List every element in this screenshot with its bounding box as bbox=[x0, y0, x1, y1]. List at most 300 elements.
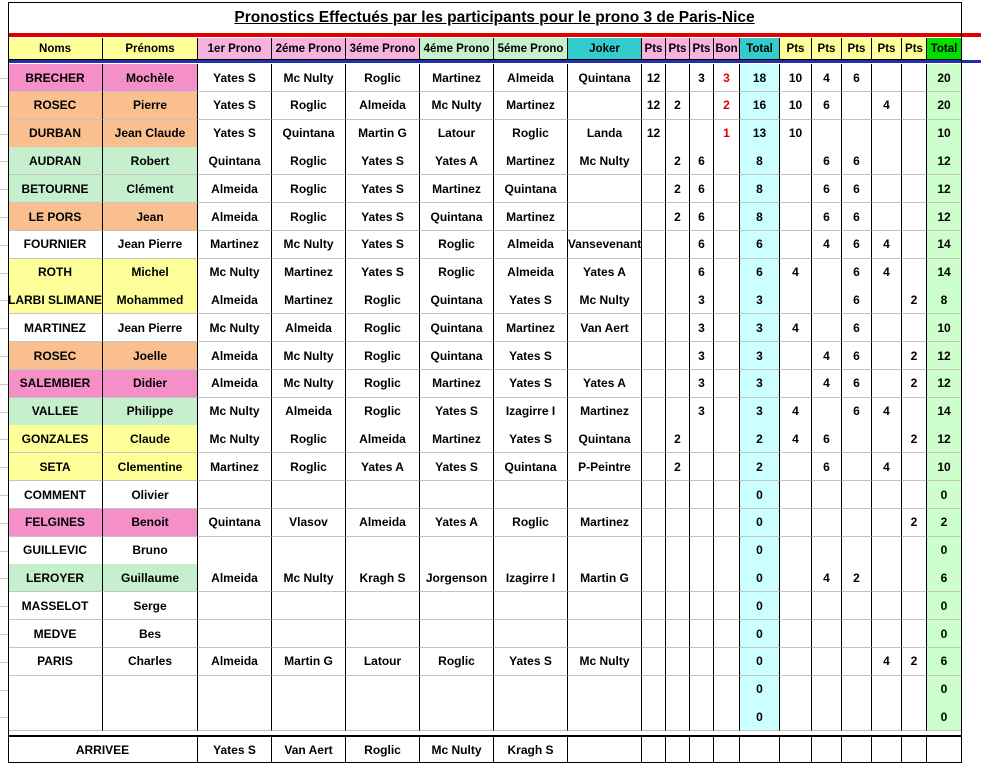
cell-bonus[interactable] bbox=[714, 231, 740, 259]
arrivee-empty-cell[interactable] bbox=[902, 735, 927, 763]
cell-prono-4[interactable]: Roglic bbox=[420, 231, 494, 259]
cell-extra-pts-1[interactable]: 4 bbox=[780, 259, 812, 287]
cell-bonus[interactable] bbox=[714, 147, 740, 175]
col-header-prono-4[interactable]: 4éme Prono bbox=[420, 38, 494, 60]
cell-prono-1[interactable]: Yates S bbox=[198, 64, 272, 92]
cell-prenom[interactable]: Jean Pierre bbox=[103, 231, 198, 259]
cell-extra-pts-4[interactable] bbox=[872, 620, 902, 648]
cell-pts-3[interactable] bbox=[690, 564, 714, 592]
cell-pts-2[interactable] bbox=[666, 676, 690, 704]
cell-joker[interactable] bbox=[568, 703, 642, 731]
cell-prono-1[interactable]: Mc Nulty bbox=[198, 259, 272, 287]
cell-extra-pts-1[interactable]: 4 bbox=[780, 425, 812, 453]
cell-prono-5[interactable]: Martinez bbox=[494, 314, 568, 342]
cell-extra-pts-3[interactable]: 6 bbox=[842, 231, 872, 259]
cell-extra-pts-3[interactable]: 6 bbox=[842, 398, 872, 426]
cell-joker[interactable]: Vansevenant bbox=[568, 231, 642, 259]
cell-prono-5[interactable]: Martinez bbox=[494, 203, 568, 231]
cell-nom[interactable]: BETOURNE bbox=[8, 175, 103, 203]
cell-prono-4[interactable] bbox=[420, 592, 494, 620]
cell-grand-total[interactable]: 10 bbox=[927, 120, 962, 148]
cell-prono-1[interactable]: Martinez bbox=[198, 453, 272, 481]
cell-joker[interactable] bbox=[568, 592, 642, 620]
col-header-prono-1[interactable]: 1er Prono bbox=[198, 38, 272, 60]
cell-prono-2[interactable]: Mc Nulty bbox=[272, 342, 346, 370]
cell-extra-pts-3[interactable] bbox=[842, 425, 872, 453]
cell-extra-pts-1[interactable] bbox=[780, 537, 812, 565]
cell-pts-3[interactable]: 6 bbox=[690, 147, 714, 175]
cell-extra-pts-4[interactable] bbox=[872, 537, 902, 565]
cell-prono-2[interactable]: Roglic bbox=[272, 92, 346, 120]
cell-pts-2[interactable] bbox=[666, 537, 690, 565]
cell-pts-2[interactable] bbox=[666, 286, 690, 314]
cell-extra-pts-1[interactable] bbox=[780, 592, 812, 620]
cell-grand-total[interactable]: 0 bbox=[927, 537, 962, 565]
cell-pts-2[interactable] bbox=[666, 64, 690, 92]
cell-extra-pts-2[interactable]: 6 bbox=[812, 175, 842, 203]
cell-prono-5[interactable] bbox=[494, 703, 568, 731]
cell-total[interactable]: 6 bbox=[740, 259, 780, 287]
cell-bonus[interactable] bbox=[714, 203, 740, 231]
cell-bonus[interactable] bbox=[714, 537, 740, 565]
cell-prenom[interactable] bbox=[103, 676, 198, 704]
cell-nom[interactable]: MARTINEZ bbox=[8, 314, 103, 342]
cell-pts-3[interactable] bbox=[690, 453, 714, 481]
cell-extra-pts-4[interactable] bbox=[872, 481, 902, 509]
cell-joker[interactable]: Landa bbox=[568, 120, 642, 148]
cell-pts-2[interactable] bbox=[666, 120, 690, 148]
cell-extra-pts-2[interactable] bbox=[812, 481, 842, 509]
cell-pts-1[interactable] bbox=[642, 203, 666, 231]
cell-extra-pts-1[interactable] bbox=[780, 648, 812, 676]
cell-extra-pts-5[interactable] bbox=[902, 120, 927, 148]
cell-total[interactable]: 16 bbox=[740, 92, 780, 120]
cell-prono-3[interactable] bbox=[346, 537, 420, 565]
cell-extra-pts-5[interactable]: 2 bbox=[902, 648, 927, 676]
cell-pts-3[interactable]: 6 bbox=[690, 203, 714, 231]
cell-nom[interactable]: ROSEC bbox=[8, 342, 103, 370]
cell-prenom[interactable]: Michel bbox=[103, 259, 198, 287]
cell-nom[interactable]: ROSEC bbox=[8, 92, 103, 120]
cell-extra-pts-3[interactable]: 6 bbox=[842, 286, 872, 314]
cell-prenom[interactable]: Didier bbox=[103, 370, 198, 398]
cell-prenom[interactable]: Joelle bbox=[103, 342, 198, 370]
col-header-extra-pts-2[interactable]: Pts bbox=[812, 38, 842, 60]
cell-extra-pts-3[interactable]: 6 bbox=[842, 203, 872, 231]
cell-extra-pts-2[interactable] bbox=[812, 703, 842, 731]
cell-extra-pts-2[interactable]: 4 bbox=[812, 342, 842, 370]
cell-pts-2[interactable] bbox=[666, 259, 690, 287]
cell-prono-1[interactable]: Almeida bbox=[198, 175, 272, 203]
cell-pts-3[interactable]: 6 bbox=[690, 259, 714, 287]
cell-prono-4[interactable]: Latour bbox=[420, 120, 494, 148]
cell-prono-2[interactable] bbox=[272, 676, 346, 704]
cell-extra-pts-4[interactable] bbox=[872, 370, 902, 398]
cell-extra-pts-5[interactable]: 2 bbox=[902, 370, 927, 398]
cell-extra-pts-3[interactable]: 6 bbox=[842, 342, 872, 370]
cell-prenom[interactable]: Jean bbox=[103, 203, 198, 231]
cell-prono-5[interactable]: Almeida bbox=[494, 259, 568, 287]
cell-extra-pts-2[interactable] bbox=[812, 259, 842, 287]
cell-extra-pts-5[interactable] bbox=[902, 564, 927, 592]
cell-prono-3[interactable]: Roglic bbox=[346, 342, 420, 370]
cell-extra-pts-5[interactable] bbox=[902, 147, 927, 175]
cell-prono-5[interactable]: Yates S bbox=[494, 648, 568, 676]
cell-joker[interactable]: Quintana bbox=[568, 425, 642, 453]
cell-prono-4[interactable]: Roglic bbox=[420, 259, 494, 287]
cell-bonus[interactable] bbox=[714, 425, 740, 453]
cell-grand-total[interactable]: 12 bbox=[927, 203, 962, 231]
cell-grand-total[interactable]: 10 bbox=[927, 314, 962, 342]
cell-total[interactable]: 0 bbox=[740, 509, 780, 537]
cell-total[interactable]: 0 bbox=[740, 481, 780, 509]
cell-extra-pts-4[interactable]: 4 bbox=[872, 398, 902, 426]
cell-extra-pts-3[interactable] bbox=[842, 509, 872, 537]
cell-nom[interactable]: MASSELOT bbox=[8, 592, 103, 620]
cell-prono-4[interactable]: Martinez bbox=[420, 175, 494, 203]
cell-pts-1[interactable] bbox=[642, 537, 666, 565]
cell-prenom[interactable]: Mohammed bbox=[103, 286, 198, 314]
col-header-pts-1[interactable]: Pts bbox=[642, 38, 666, 60]
cell-prono-2[interactable] bbox=[272, 537, 346, 565]
cell-pts-2[interactable] bbox=[666, 342, 690, 370]
cell-prono-2[interactable]: Vlasov bbox=[272, 509, 346, 537]
cell-pts-3[interactable]: 3 bbox=[690, 314, 714, 342]
col-header-extra-pts-3[interactable]: Pts bbox=[842, 38, 872, 60]
cell-prono-4[interactable]: Yates S bbox=[420, 453, 494, 481]
cell-pts-1[interactable] bbox=[642, 286, 666, 314]
cell-prono-1[interactable]: Mc Nulty bbox=[198, 425, 272, 453]
cell-prono-2[interactable]: Roglic bbox=[272, 147, 346, 175]
cell-joker[interactable] bbox=[568, 342, 642, 370]
cell-extra-pts-3[interactable]: 2 bbox=[842, 564, 872, 592]
cell-grand-total[interactable]: 14 bbox=[927, 398, 962, 426]
cell-prono-2[interactable]: Almeida bbox=[272, 314, 346, 342]
cell-prono-3[interactable]: Yates S bbox=[346, 203, 420, 231]
cell-joker[interactable]: Mc Nulty bbox=[568, 648, 642, 676]
cell-bonus[interactable] bbox=[714, 592, 740, 620]
cell-extra-pts-4[interactable] bbox=[872, 286, 902, 314]
cell-prenom[interactable]: Philippe bbox=[103, 398, 198, 426]
cell-joker[interactable] bbox=[568, 175, 642, 203]
cell-pts-2[interactable] bbox=[666, 231, 690, 259]
cell-extra-pts-2[interactable] bbox=[812, 120, 842, 148]
cell-prono-1[interactable]: Almeida bbox=[198, 203, 272, 231]
cell-total[interactable]: 3 bbox=[740, 314, 780, 342]
cell-pts-2[interactable] bbox=[666, 620, 690, 648]
cell-prono-3[interactable]: Yates S bbox=[346, 259, 420, 287]
cell-pts-2[interactable] bbox=[666, 481, 690, 509]
cell-prono-4[interactable] bbox=[420, 537, 494, 565]
cell-total[interactable]: 0 bbox=[740, 564, 780, 592]
cell-extra-pts-5[interactable]: 2 bbox=[902, 509, 927, 537]
cell-extra-pts-1[interactable] bbox=[780, 564, 812, 592]
cell-nom[interactable]: FOURNIER bbox=[8, 231, 103, 259]
cell-extra-pts-5[interactable] bbox=[902, 620, 927, 648]
cell-prono-4[interactable]: Yates A bbox=[420, 509, 494, 537]
cell-prono-3[interactable]: Roglic bbox=[346, 370, 420, 398]
cell-pts-1[interactable] bbox=[642, 676, 666, 704]
cell-extra-pts-3[interactable] bbox=[842, 620, 872, 648]
arrivee-empty-cell[interactable] bbox=[740, 735, 780, 763]
arrivee-empty-cell[interactable] bbox=[690, 735, 714, 763]
cell-extra-pts-4[interactable] bbox=[872, 564, 902, 592]
cell-pts-2[interactable]: 2 bbox=[666, 92, 690, 120]
cell-prenom[interactable]: Mochèle bbox=[103, 64, 198, 92]
cell-prono-4[interactable]: Mc Nulty bbox=[420, 92, 494, 120]
cell-extra-pts-2[interactable]: 6 bbox=[812, 453, 842, 481]
cell-extra-pts-3[interactable]: 6 bbox=[842, 64, 872, 92]
arrivee-empty-cell[interactable] bbox=[812, 735, 842, 763]
cell-prono-3[interactable]: Almeida bbox=[346, 509, 420, 537]
cell-prono-1[interactable] bbox=[198, 537, 272, 565]
cell-joker[interactable] bbox=[568, 620, 642, 648]
cell-prono-3[interactable]: Yates A bbox=[346, 453, 420, 481]
cell-prono-4[interactable]: Roglic bbox=[420, 648, 494, 676]
cell-extra-pts-5[interactable] bbox=[902, 592, 927, 620]
cell-prono-3[interactable]: Kragh S bbox=[346, 564, 420, 592]
cell-extra-pts-2[interactable]: 4 bbox=[812, 564, 842, 592]
cell-nom[interactable]: DURBAN bbox=[8, 120, 103, 148]
cell-pts-3[interactable] bbox=[690, 425, 714, 453]
col-header-total[interactable]: Total bbox=[740, 38, 780, 60]
cell-extra-pts-3[interactable] bbox=[842, 676, 872, 704]
cell-pts-1[interactable] bbox=[642, 425, 666, 453]
cell-joker[interactable]: Yates A bbox=[568, 370, 642, 398]
cell-total[interactable]: 0 bbox=[740, 592, 780, 620]
cell-prono-5[interactable]: Quintana bbox=[494, 175, 568, 203]
cell-total[interactable]: 0 bbox=[740, 537, 780, 565]
cell-prenom[interactable]: Clementine bbox=[103, 453, 198, 481]
cell-prono-3[interactable]: Roglic bbox=[346, 286, 420, 314]
cell-grand-total[interactable]: 20 bbox=[927, 64, 962, 92]
col-header-extra-pts-1[interactable]: Pts bbox=[780, 38, 812, 60]
cell-prenom[interactable]: Olivier bbox=[103, 481, 198, 509]
cell-bonus[interactable] bbox=[714, 342, 740, 370]
cell-pts-2[interactable]: 2 bbox=[666, 425, 690, 453]
cell-nom[interactable]: VALLEE bbox=[8, 398, 103, 426]
cell-prono-3[interactable]: Roglic bbox=[346, 314, 420, 342]
col-header-pts-2[interactable]: Pts bbox=[666, 38, 690, 60]
cell-nom[interactable]: LEROYER bbox=[8, 564, 103, 592]
cell-prono-4[interactable] bbox=[420, 676, 494, 704]
col-header-nom[interactable]: Noms bbox=[8, 38, 103, 60]
cell-prono-1[interactable]: Yates S bbox=[198, 92, 272, 120]
cell-extra-pts-2[interactable]: 6 bbox=[812, 92, 842, 120]
cell-total[interactable]: 13 bbox=[740, 120, 780, 148]
cell-prono-4[interactable]: Jorgenson bbox=[420, 564, 494, 592]
cell-prono-2[interactable]: Roglic bbox=[272, 203, 346, 231]
cell-prono-3[interactable] bbox=[346, 620, 420, 648]
cell-prono-3[interactable]: Almeida bbox=[346, 425, 420, 453]
cell-prono-1[interactable]: Almeida bbox=[198, 286, 272, 314]
cell-extra-pts-3[interactable] bbox=[842, 453, 872, 481]
cell-prenom[interactable]: Claude bbox=[103, 425, 198, 453]
cell-pts-1[interactable] bbox=[642, 398, 666, 426]
cell-bonus[interactable] bbox=[714, 286, 740, 314]
cell-prono-1[interactable] bbox=[198, 676, 272, 704]
cell-joker[interactable] bbox=[568, 92, 642, 120]
cell-joker[interactable]: Martinez bbox=[568, 509, 642, 537]
cell-bonus[interactable] bbox=[714, 481, 740, 509]
cell-extra-pts-1[interactable] bbox=[780, 509, 812, 537]
cell-pts-1[interactable] bbox=[642, 370, 666, 398]
arrivee-prono-1[interactable]: Yates S bbox=[198, 735, 272, 763]
arrivee-empty-cell[interactable] bbox=[842, 735, 872, 763]
cell-prono-3[interactable] bbox=[346, 703, 420, 731]
cell-total[interactable]: 2 bbox=[740, 453, 780, 481]
cell-prono-5[interactable]: Martinez bbox=[494, 147, 568, 175]
cell-bonus[interactable] bbox=[714, 703, 740, 731]
col-header-extra-pts-4[interactable]: Pts bbox=[872, 38, 902, 60]
cell-prono-5[interactable] bbox=[494, 676, 568, 704]
cell-grand-total[interactable]: 0 bbox=[927, 703, 962, 731]
cell-extra-pts-2[interactable]: 6 bbox=[812, 425, 842, 453]
cell-prono-1[interactable]: Quintana bbox=[198, 147, 272, 175]
cell-extra-pts-1[interactable] bbox=[780, 203, 812, 231]
cell-joker[interactable] bbox=[568, 203, 642, 231]
cell-joker[interactable]: P-Peintre bbox=[568, 453, 642, 481]
cell-prono-5[interactable] bbox=[494, 481, 568, 509]
cell-prono-1[interactable]: Mc Nulty bbox=[198, 398, 272, 426]
cell-extra-pts-3[interactable] bbox=[842, 92, 872, 120]
cell-extra-pts-3[interactable] bbox=[842, 120, 872, 148]
cell-pts-1[interactable] bbox=[642, 620, 666, 648]
cell-nom[interactable] bbox=[8, 703, 103, 731]
cell-prono-1[interactable] bbox=[198, 703, 272, 731]
cell-prono-4[interactable]: Martinez bbox=[420, 64, 494, 92]
cell-pts-1[interactable] bbox=[642, 509, 666, 537]
cell-extra-pts-4[interactable] bbox=[872, 314, 902, 342]
cell-prono-5[interactable]: Yates S bbox=[494, 286, 568, 314]
cell-grand-total[interactable]: 8 bbox=[927, 286, 962, 314]
cell-prono-1[interactable]: Almeida bbox=[198, 342, 272, 370]
cell-extra-pts-5[interactable] bbox=[902, 203, 927, 231]
cell-prono-3[interactable] bbox=[346, 592, 420, 620]
cell-extra-pts-2[interactable] bbox=[812, 537, 842, 565]
cell-pts-3[interactable]: 3 bbox=[690, 342, 714, 370]
arrivee-empty-cell[interactable] bbox=[714, 735, 740, 763]
cell-prono-1[interactable]: Almeida bbox=[198, 564, 272, 592]
cell-extra-pts-2[interactable] bbox=[812, 398, 842, 426]
cell-pts-1[interactable] bbox=[642, 147, 666, 175]
cell-total[interactable]: 18 bbox=[740, 64, 780, 92]
cell-extra-pts-5[interactable]: 2 bbox=[902, 342, 927, 370]
cell-prenom[interactable]: Clément bbox=[103, 175, 198, 203]
cell-pts-2[interactable]: 2 bbox=[666, 203, 690, 231]
cell-pts-3[interactable] bbox=[690, 703, 714, 731]
cell-bonus[interactable] bbox=[714, 398, 740, 426]
cell-extra-pts-2[interactable]: 4 bbox=[812, 64, 842, 92]
cell-prono-2[interactable]: Almeida bbox=[272, 398, 346, 426]
cell-prenom[interactable]: Bruno bbox=[103, 537, 198, 565]
cell-bonus[interactable] bbox=[714, 175, 740, 203]
cell-extra-pts-5[interactable] bbox=[902, 537, 927, 565]
cell-nom[interactable]: GONZALES bbox=[8, 425, 103, 453]
arrivee-empty-cell[interactable] bbox=[927, 735, 962, 763]
cell-grand-total[interactable]: 12 bbox=[927, 175, 962, 203]
cell-extra-pts-5[interactable] bbox=[902, 64, 927, 92]
cell-extra-pts-5[interactable] bbox=[902, 676, 927, 704]
cell-nom[interactable]: LE PORS bbox=[8, 203, 103, 231]
cell-prono-5[interactable] bbox=[494, 620, 568, 648]
cell-prono-2[interactable]: Roglic bbox=[272, 425, 346, 453]
col-header-bonus[interactable]: Bon bbox=[714, 38, 740, 60]
cell-grand-total[interactable]: 12 bbox=[927, 147, 962, 175]
col-header-grand-total[interactable]: Total bbox=[927, 38, 962, 60]
cell-extra-pts-2[interactable] bbox=[812, 314, 842, 342]
cell-extra-pts-4[interactable] bbox=[872, 425, 902, 453]
cell-prono-2[interactable] bbox=[272, 620, 346, 648]
cell-grand-total[interactable]: 12 bbox=[927, 342, 962, 370]
cell-prono-3[interactable]: Yates S bbox=[346, 231, 420, 259]
cell-extra-pts-1[interactable]: 4 bbox=[780, 398, 812, 426]
col-header-prenom[interactable]: Prénoms bbox=[103, 38, 198, 60]
cell-pts-2[interactable] bbox=[666, 509, 690, 537]
cell-extra-pts-1[interactable] bbox=[780, 286, 812, 314]
arrivee-empty-cell[interactable] bbox=[642, 735, 666, 763]
cell-total[interactable]: 0 bbox=[740, 676, 780, 704]
cell-extra-pts-3[interactable] bbox=[842, 703, 872, 731]
cell-grand-total[interactable]: 6 bbox=[927, 648, 962, 676]
cell-pts-1[interactable] bbox=[642, 175, 666, 203]
cell-prono-2[interactable]: Roglic bbox=[272, 453, 346, 481]
col-header-pts-3[interactable]: Pts bbox=[690, 38, 714, 60]
cell-extra-pts-3[interactable]: 6 bbox=[842, 259, 872, 287]
cell-pts-2[interactable]: 2 bbox=[666, 147, 690, 175]
cell-pts-2[interactable]: 2 bbox=[666, 453, 690, 481]
cell-pts-2[interactable] bbox=[666, 648, 690, 676]
cell-joker[interactable]: Quintana bbox=[568, 64, 642, 92]
cell-extra-pts-5[interactable] bbox=[902, 314, 927, 342]
cell-bonus[interactable] bbox=[714, 620, 740, 648]
cell-extra-pts-4[interactable] bbox=[872, 342, 902, 370]
cell-pts-1[interactable] bbox=[642, 453, 666, 481]
cell-pts-3[interactable]: 6 bbox=[690, 231, 714, 259]
cell-bonus[interactable] bbox=[714, 453, 740, 481]
cell-prono-3[interactable]: Roglic bbox=[346, 398, 420, 426]
col-header-prono-5[interactable]: 5éme Prono bbox=[494, 38, 568, 60]
cell-total[interactable]: 3 bbox=[740, 342, 780, 370]
cell-pts-1[interactable] bbox=[642, 592, 666, 620]
cell-pts-3[interactable]: 3 bbox=[690, 64, 714, 92]
cell-prono-4[interactable]: Quintana bbox=[420, 286, 494, 314]
cell-grand-total[interactable]: 0 bbox=[927, 481, 962, 509]
cell-grand-total[interactable]: 10 bbox=[927, 453, 962, 481]
cell-extra-pts-1[interactable] bbox=[780, 703, 812, 731]
cell-total[interactable]: 8 bbox=[740, 147, 780, 175]
cell-joker[interactable]: Martin G bbox=[568, 564, 642, 592]
cell-extra-pts-4[interactable]: 4 bbox=[872, 231, 902, 259]
cell-extra-pts-5[interactable]: 2 bbox=[902, 286, 927, 314]
cell-grand-total[interactable]: 14 bbox=[927, 231, 962, 259]
cell-pts-3[interactable] bbox=[690, 481, 714, 509]
cell-extra-pts-5[interactable] bbox=[902, 231, 927, 259]
arrivee-empty-cell[interactable] bbox=[780, 735, 812, 763]
cell-prono-1[interactable] bbox=[198, 592, 272, 620]
cell-prono-1[interactable] bbox=[198, 620, 272, 648]
cell-extra-pts-3[interactable] bbox=[842, 537, 872, 565]
cell-extra-pts-4[interactable]: 4 bbox=[872, 648, 902, 676]
cell-nom[interactable]: AUDRAN bbox=[8, 147, 103, 175]
cell-prono-2[interactable]: Quintana bbox=[272, 120, 346, 148]
cell-extra-pts-5[interactable] bbox=[902, 259, 927, 287]
cell-joker[interactable] bbox=[568, 481, 642, 509]
cell-pts-1[interactable] bbox=[642, 342, 666, 370]
cell-prono-3[interactable]: Yates S bbox=[346, 175, 420, 203]
arrivee-prono-4[interactable]: Mc Nulty bbox=[420, 735, 494, 763]
cell-pts-1[interactable] bbox=[642, 648, 666, 676]
